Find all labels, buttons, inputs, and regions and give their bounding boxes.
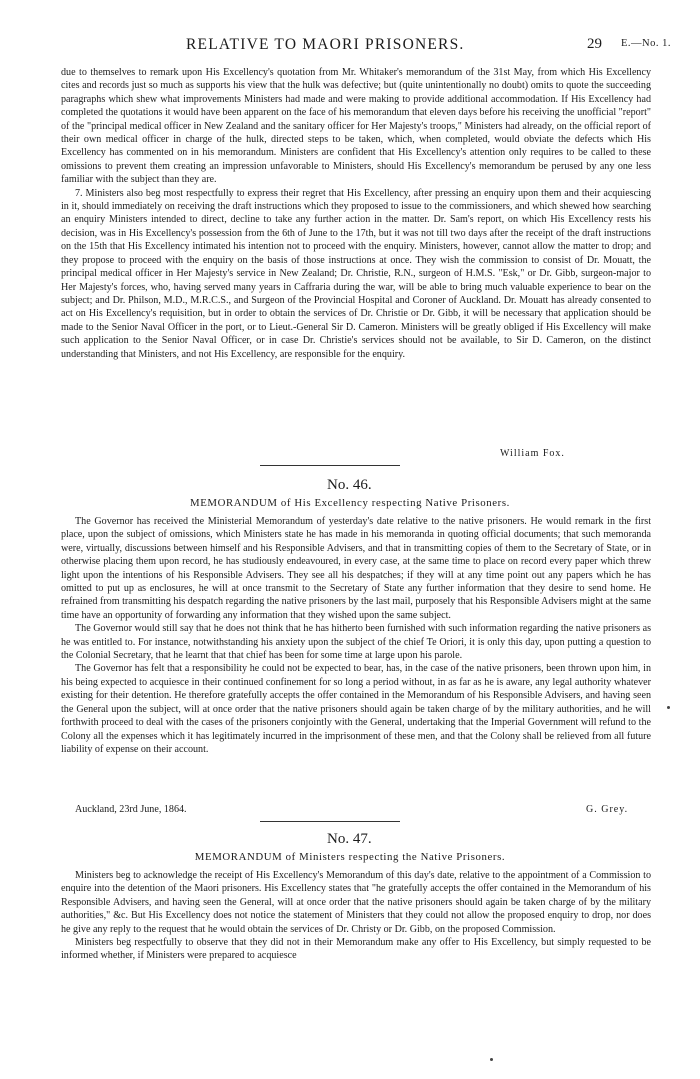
divider	[260, 465, 400, 466]
paragraph: Ministers beg respectfully to observe that they did not in their Memorandum make any offer to His Excellency, but simply requested to be informed whether, if Ministers were prepared to acquiesce	[61, 937, 651, 962]
paragraph: The Governor has felt that a responsibility he could not be expected to bear, has, in the case of the native prisoners, been thrown upon him, in his being expected to acquiesce in their continued confinement for so long a period without, in as far as he is aware, any legal authority whatever existing for their detention. He therefore gratefully accepts the offer contained in the Memorandum of his Responsible Advisers, and having seen the General upon the subject, will at once order that the native prisoners should again be taken charge of by the military authorities, and he will forthwith proceed to deal with the cases of the prisoners conjointly with the General, undertaking that the Imperial Government will refund to the Colony all the expenses which it has legitimately incurred in the imprisonment of these men, and that the Colony shall be relieved from all future liability of expense on their account.	[61, 663, 651, 755]
memorandum-date: Auckland, 23rd June, 1864.	[75, 804, 187, 815]
page-header	[0, 36, 700, 52]
signature-g-grey: G. Grey.	[586, 804, 629, 815]
signature-william-fox: William Fox.	[500, 448, 565, 459]
paragraph: The Governor would still say that he does not think that he has hitherto been furnished with such information regarding the native prisoners as he was entitled to. For instance, notwithstanding his anxiety upon the subject of the chief Te Oriori, it is only this day, upon putting a question to the Colonial Secretary, that he learnt that that chief has been for some time at large upon his parole.	[61, 623, 651, 662]
memorandum-47-heading: MEMORANDUM of Ministers respecting the Native Prisoners.	[194, 851, 506, 863]
margin-mark	[667, 706, 670, 709]
running-title: RELATIVE TO MAORI PRISONERS.	[186, 36, 465, 53]
section-2-body	[61, 515, 651, 756]
memorandum-46-heading: MEMORANDUM of His Excellency respecting Native Prisoners.	[190, 497, 510, 509]
memorandum-number-46: No. 46.	[327, 477, 372, 493]
paragraph: 7. Ministers also beg most respectfully to express their regret that His Excellency, after pressing an enquiry upon them and their acquiescing in it, should immediately on receiving the draft instructions which they proposed to issue to the commissioners, and which shewed how searching an enquiry Ministers intended to direct, decline to take any further action in the matter. Dr. Sam's report, on which His Excellency rests his decision, was in His Excellency's possession from the 6th of June to the 17th, but it was not till two days after the receipt of the draft instructions on the 15th that His Excellency intimated his intention not to proceed with the enquiry. Ministers, however, cannot allow the matter to drop; and they propose to proceed with the enquiry on the basis of those instructions at once. They wish the commission to consist of Dr. Mouatt, the principal medical officer in Her Majesty's service in New Zealand; Dr. Christie, R.N., surgeon of H.M.S. "Esk," or Dr. Gibb, surgeon-major to Her Majesty's forces, who, having served many years in Caffraria during the war, will be able to bring much valuable experience to bear on the subject; and Dr. Philson, M.D., M.R.C.S., and Surgeon of the Provincial Hospital and Coroner of Auckland. Dr. Mouatt has already consented to act on His Excellency's requisition, but in order to obtain the services of Dr. Christie or Dr. Gibb, it will be necessary that application should be made to the Senior Naval Officer in the port, or to Lieut.-General Sir D. Cameron. Ministers will be greatly obliged if His Excellency will make such application to the Senior Naval Officer, or in case Dr. Christie's services should not be available, to Sir D. Cameron, on the distinct understanding that Ministers, and not His Excellency, are responsible for the enquiry.	[61, 187, 651, 360]
paragraph: Ministers beg to acknowledge the receipt of His Excellency's Memorandum of this day's date, relative to the appointment of a Commission to enquire into the detention of the Maori prisoners. His Excellency states that "he gratefully accepts the offer contained in the Memorandum of his Responsible Advisers, and having seen the General, will at once order that the native prisoners should again be taken charge of by the military authorities," &c. But His Excellency does not notice the statement of Ministers that they could not allow the proposed enquiry to drop, nor does he give any reply to the request that he would obtain the services of Dr. Christy or Dr. Gibb, on the proposed Commission.	[61, 870, 651, 935]
paragraph: The Governor has received the Ministerial Memorandum of yesterday's date relative to the native prisoners. He would remark in the first place, upon the subject of omissions, which Ministers state he has made in his memoranda in quoting official documents; that such memoranda were, virtually, discussions between himself and his Responsible Advisers, and that in transmitting copies of them to the Secretary of State, or in otherwise placing them upon record, he has studiously endeavoured, in every case, at the same time to place on record every paper which threw light upon the intentions of his Responsible Advisers. They see all his despatches; if they will at any time point out any papers which he has omitted to put up as enclosures, he will at once transmit to the Secretary of State any further information that they desire to send home. He refrained from transmitting his despatch regarding the native prisoners by the last mail, purposely that his Responsible Advisers might at the same time have an opportunity of forwarding any information that they wished upon the same subject.	[61, 516, 651, 621]
paragraph: due to themselves to remark upon His Excellency's quotation from Mr. Whitaker's memorandum of the 31st May, from which His Excellency cites and records just so much as supports his view that the hulk was defective; but (quite unintentionally no doubt) omits to quote the succeeding paragraphs which shew what improvements Ministers had made and were making to provide additional accommodation. If His Excellency had completed the quotations it would have been apparent on the face of his memorandum that eleven days before his receiving the unofficial "report" of the "principal medical officer in New Zealand and the sanitary officer for Her Majesty's troops," Ministers had already, on the official report of their own medical officer in charge of the hulk, directed steps to be taken, which, when completed, would obviate the defects which His Excellency has commented on in his memorandum. Ministers are confident that His Excellency's attention only requires to be called to these omissions to prevent them creating an impression unfavorable to Ministers, should His Excellency's memorandum be perused by any one less familiar with the subject than they are.	[61, 67, 651, 186]
memorandum-number-47: No. 47.	[327, 831, 372, 847]
divider	[260, 821, 400, 822]
margin-mark	[490, 1058, 493, 1061]
section-3-body	[61, 869, 651, 963]
page-number: 29	[587, 36, 602, 52]
document-reference: E.—No. 1.	[621, 38, 671, 49]
section-1-body	[61, 66, 651, 361]
